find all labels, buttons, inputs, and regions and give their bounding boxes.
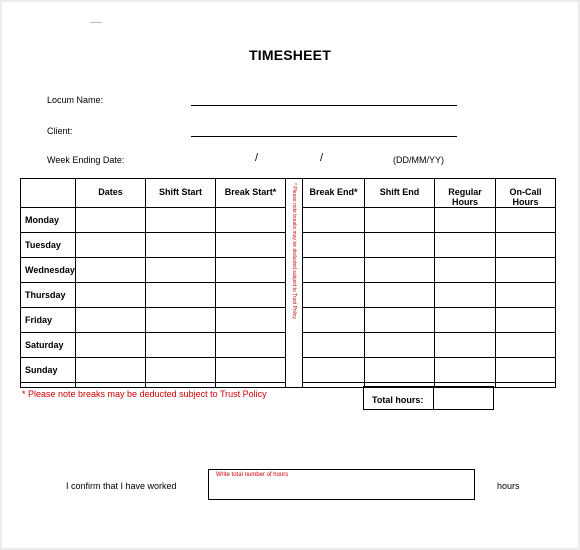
- date-separator: /: [255, 152, 259, 164]
- on-call-hours-cell[interactable]: [496, 233, 556, 258]
- break-start-cell[interactable]: [216, 333, 286, 358]
- regular-hours-cell[interactable]: [435, 333, 496, 358]
- date-separator: /: [320, 152, 324, 164]
- shift-start-cell[interactable]: [146, 358, 216, 383]
- shift-end-cell[interactable]: [365, 358, 435, 383]
- break-end-cell[interactable]: [303, 308, 365, 333]
- header-dates: Dates: [76, 179, 146, 208]
- regular-hours-cell[interactable]: [435, 308, 496, 333]
- total-hours-placeholder: Write total number of hours: [216, 472, 289, 478]
- week-ending-label: Week Ending Date:: [47, 155, 125, 165]
- break-end-cell[interactable]: [303, 233, 365, 258]
- header-on-call-hours: On-Call Hours: [496, 179, 556, 208]
- regular-hours-cell[interactable]: [435, 283, 496, 308]
- shift-start-cell[interactable]: [146, 233, 216, 258]
- break-end-cell[interactable]: [303, 358, 365, 383]
- locum-name-label: Locum Name:: [47, 95, 104, 105]
- shift-end-cell[interactable]: [365, 233, 435, 258]
- shift-start-cell[interactable]: [146, 258, 216, 283]
- blank-cell: [303, 383, 365, 388]
- total-hours-label: Total hours:: [372, 395, 424, 405]
- shift-end-cell[interactable]: [365, 333, 435, 358]
- dates-cell[interactable]: [76, 283, 146, 308]
- break-start-cell[interactable]: [216, 258, 286, 283]
- total-hours-value-cell[interactable]: [433, 386, 494, 410]
- break-start-cell[interactable]: [216, 308, 286, 333]
- page-title: TIMESHEET: [249, 47, 331, 63]
- header-break-start: Break Start*: [216, 179, 286, 208]
- break-note-column: [286, 179, 303, 388]
- day-label: Tuesday: [21, 233, 76, 258]
- header-cell-day: [21, 179, 76, 208]
- header-regular-hours: Regular Hours: [435, 179, 496, 208]
- dates-cell[interactable]: [76, 233, 146, 258]
- on-call-hours-cell[interactable]: [496, 333, 556, 358]
- regular-hours-cell[interactable]: [435, 358, 496, 383]
- header-shift-start: Shift Start: [146, 179, 216, 208]
- dates-cell[interactable]: [76, 208, 146, 233]
- dates-cell[interactable]: [76, 258, 146, 283]
- shift-end-cell[interactable]: [365, 258, 435, 283]
- break-end-cell[interactable]: [303, 208, 365, 233]
- dates-cell[interactable]: [76, 358, 146, 383]
- on-call-hours-cell[interactable]: [496, 308, 556, 333]
- day-label: Thursday: [21, 283, 76, 308]
- shift-start-cell[interactable]: [146, 283, 216, 308]
- on-call-hours-cell[interactable]: [496, 358, 556, 383]
- day-label: Sunday: [21, 358, 76, 383]
- client-field[interactable]: [191, 136, 457, 137]
- vertical-break-note: * Please note breaks may be deducted subject to Trust Policy: [291, 183, 297, 319]
- blank-cell: [146, 383, 216, 388]
- blank-cell: [21, 383, 76, 388]
- shift-end-cell[interactable]: [365, 283, 435, 308]
- regular-hours-cell[interactable]: [435, 208, 496, 233]
- break-policy-footnote: * Please note breaks may be deducted subject to Trust Policy: [22, 389, 267, 399]
- dates-cell[interactable]: [76, 333, 146, 358]
- corner-mark: [90, 22, 102, 23]
- header-break-end: Break End*: [303, 179, 365, 208]
- on-call-hours-cell[interactable]: [496, 283, 556, 308]
- date-format-hint: (DD/MM/YY): [393, 155, 444, 165]
- shift-start-cell[interactable]: [146, 333, 216, 358]
- break-start-cell[interactable]: [216, 208, 286, 233]
- header-row: [21, 179, 556, 208]
- hours-suffix: hours: [497, 481, 520, 491]
- shift-end-cell[interactable]: [365, 308, 435, 333]
- locum-name-field[interactable]: [191, 105, 457, 106]
- day-label: Friday: [21, 308, 76, 333]
- on-call-hours-cell[interactable]: [496, 208, 556, 233]
- day-label: Saturday: [21, 333, 76, 358]
- day-label: Wednesday: [21, 258, 76, 283]
- shift-start-cell[interactable]: [146, 308, 216, 333]
- break-start-cell[interactable]: [216, 233, 286, 258]
- dates-cell[interactable]: [76, 308, 146, 333]
- blank-cell: [76, 383, 146, 388]
- regular-hours-cell[interactable]: [435, 258, 496, 283]
- on-call-hours-cell[interactable]: [496, 258, 556, 283]
- break-start-cell[interactable]: [216, 358, 286, 383]
- blank-cell: [216, 383, 286, 388]
- timesheet-table: [20, 178, 556, 388]
- header-shift-end: Shift End: [365, 179, 435, 208]
- shift-start-cell[interactable]: [146, 208, 216, 233]
- blank-cell: [496, 383, 556, 388]
- shift-end-cell[interactable]: [365, 208, 435, 233]
- confirm-statement: I confirm that I have worked: [66, 481, 177, 491]
- client-label: Client:: [47, 126, 73, 136]
- break-end-cell[interactable]: [303, 283, 365, 308]
- break-start-cell[interactable]: [216, 283, 286, 308]
- break-end-cell[interactable]: [303, 258, 365, 283]
- break-end-cell[interactable]: [303, 333, 365, 358]
- regular-hours-cell[interactable]: [435, 233, 496, 258]
- day-label: Monday: [21, 208, 76, 233]
